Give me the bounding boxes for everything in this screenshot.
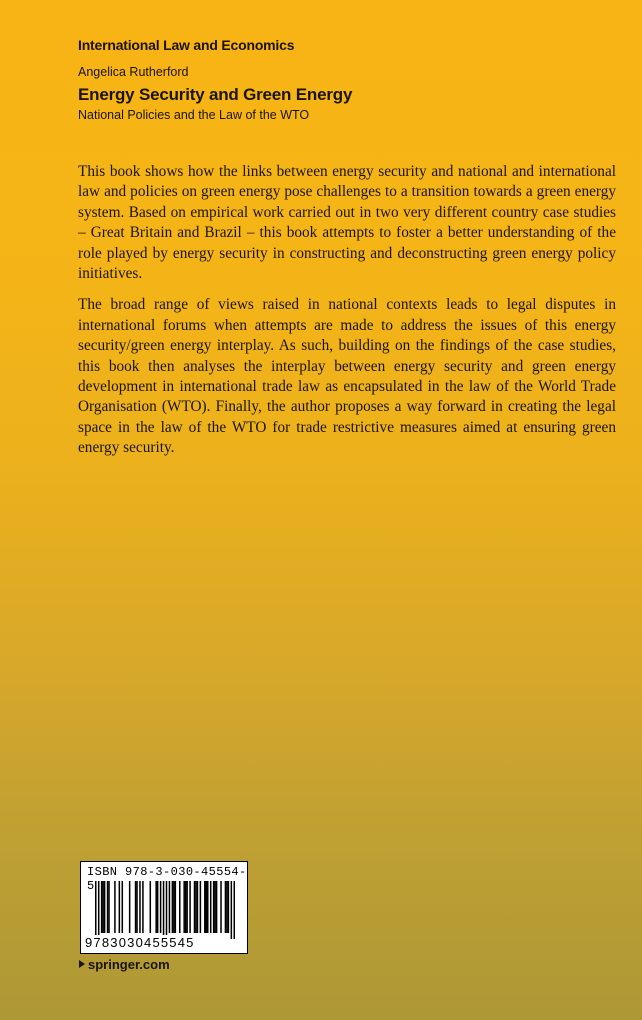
barcode-bar [157, 881, 159, 933]
blurb [78, 162, 616, 470]
blurb-paragraph: This book shows how the links between energy security and national and international law and policies on green energy pose challenges to a transition towards a green energy system. Based on empirical work carried out in two very different country case studies – Great Britain and Brazil – this book attempts to foster a better understanding of the role played by energy security in constructing and deconstructing green energy policy initiatives. [78, 163, 616, 283]
barcode-bar [150, 881, 152, 933]
barcode-bar [194, 881, 196, 933]
barcode-bar [195, 881, 197, 933]
barcode-bar [210, 881, 212, 933]
barcode-bar [228, 881, 230, 933]
barcode-bar [98, 881, 100, 939]
isbn-barcode [80, 861, 248, 954]
barcode-bar [179, 881, 181, 933]
barcode-bar [114, 881, 116, 933]
barcode-bar [142, 881, 144, 933]
barcode-bar [119, 881, 121, 933]
barcode-bar [225, 881, 227, 933]
barcode-bar [169, 881, 171, 933]
barcode-bar [185, 881, 187, 933]
barcode-bar [189, 881, 191, 933]
barcode-bar [136, 881, 138, 933]
barcode-bar [207, 881, 209, 933]
barcode-bars [95, 881, 235, 939]
book-subtitle: National Policies and the Law of the WTO [78, 108, 310, 122]
blurb-paragraph: The broad range of views raised in national contexts leads to legal disputes in international forums when attempts are made to address the issues of this energy security/green energy interplay. As such, building on the findings of the case studies, this book then analyses the interplay between energy security and green energy development in international trade law as encapsulated in the law of the World Trade Organisation (WTO). Finally, the author proposes a way forward in creating the legal space in the law of the WTO for trade restrictive measures aimed at ensuring green energy security. [78, 296, 616, 457]
barcode-bar [204, 881, 206, 933]
barcode-bar [213, 881, 215, 933]
isbn-label: ISBN 978-3-030-45554-5 [87, 865, 247, 893]
book-title: Energy Security and Green Energy [78, 85, 353, 104]
barcode-bar [135, 881, 137, 933]
barcode-bar [108, 881, 110, 933]
barcode-bar [160, 881, 162, 933]
series-title: International Law and Economics [78, 37, 295, 53]
barcode-bar [95, 881, 97, 939]
barcode-bar [104, 881, 106, 933]
barcode-bar [102, 881, 104, 933]
barcode-bar [220, 881, 222, 933]
author-name: Angelica Rutherford [78, 65, 189, 79]
barcode-bar [214, 881, 216, 933]
barcode-digits: 9783030455545 [85, 935, 195, 950]
barcode-bar [166, 881, 168, 939]
barcode-bar [173, 881, 175, 933]
website-label: springer.com [88, 957, 170, 972]
barcode-bar [200, 881, 202, 933]
barcode-bar [226, 881, 228, 933]
barcode-bar [172, 881, 174, 933]
barcode-bar [101, 881, 103, 933]
barcode-bar [163, 881, 165, 939]
barcode-bar [216, 881, 218, 933]
barcode-bar [107, 881, 109, 933]
barcode-bar [175, 881, 177, 933]
barcode-bar [155, 881, 157, 933]
barcode-bar [234, 881, 235, 939]
barcode-bar [139, 881, 141, 933]
barcode-bar [122, 881, 124, 933]
arrow-right-icon [79, 960, 85, 968]
barcode-bar [197, 881, 199, 933]
barcode-bar [183, 881, 185, 933]
barcode-bar [231, 881, 233, 939]
barcode-bar [186, 881, 188, 933]
barcode-bar [206, 881, 208, 933]
barcode-bar [129, 881, 131, 933]
publisher-website[interactable] [79, 957, 170, 972]
